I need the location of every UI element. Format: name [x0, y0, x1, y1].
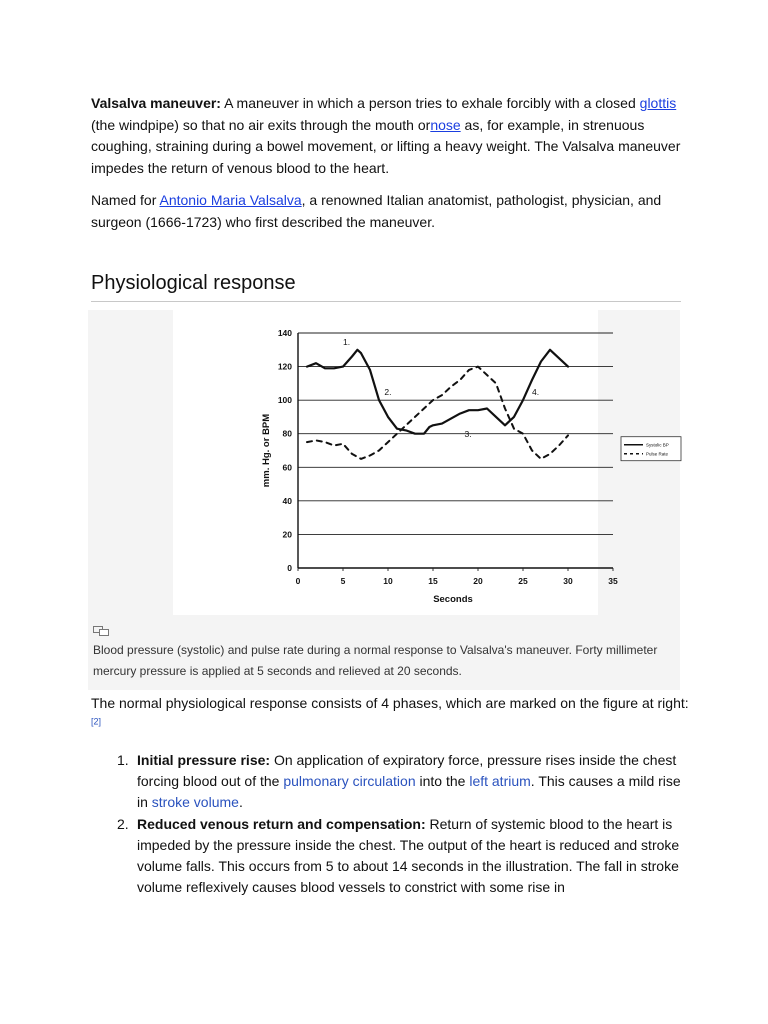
x-tick-label: 30: [563, 576, 573, 586]
link-left-atrium[interactable]: left atrium: [469, 773, 531, 789]
legend-box: [621, 437, 681, 461]
link-glottis[interactable]: glottis: [639, 95, 677, 111]
x-tick-label: 5: [340, 576, 346, 586]
link-stroke-volume[interactable]: stroke volume: [151, 794, 239, 810]
intro-paragraph: [91, 93, 691, 179]
phase-annotation: 2.: [384, 387, 392, 398]
phase-list: [91, 750, 681, 899]
legend-label: Pulse Rate: [646, 451, 669, 457]
x-tick-label: 10: [383, 576, 393, 586]
intro-text-2: (the windpipe) so that no air exits through the mouth or: [91, 116, 431, 133]
phase-title: Initial pressure rise:: [137, 752, 271, 768]
phase-text: Return of systemic blood to the heart is impeded by the pressure inside the chest. The output of the heart is reduced and stroke volume falls. This occurs from 5 to about 14 seconds in the illustration. The fall in stroke volume reflexively causes blood vessels to constrict with some rise in: [137, 816, 680, 895]
phase-text: .: [238, 794, 243, 810]
item-number: 1.: [117, 752, 129, 768]
intro-text-1: A maneuver in which a person tries to exhale forcibly with a closed: [220, 95, 640, 111]
y-tick-label: 40: [282, 495, 292, 506]
x-tick-label: 35: [608, 576, 618, 586]
x-tick-label: 20: [473, 576, 483, 586]
y-axis-label: mm. Hg. or BPM: [261, 413, 272, 488]
x-tick-label: 15: [428, 576, 438, 586]
term-valsalva: Valsalva maneuver:: [91, 95, 221, 111]
y-tick-label: 120: [277, 361, 292, 372]
y-tick-label: 140: [277, 328, 292, 338]
phase-text: . This causes a mild rise in: [137, 773, 681, 810]
phase-title: Reduced venous return and compensation:: [137, 816, 426, 832]
y-tick-label: 100: [277, 395, 292, 406]
enlarge-icon[interactable]: [93, 626, 109, 636]
x-tick-label: 0: [295, 576, 301, 586]
valsalva-chart: [173, 310, 669, 615]
chart-background: [173, 310, 598, 615]
ref-link[interactable]: [2]: [91, 715, 102, 726]
y-tick-label: 60: [282, 462, 292, 473]
item-number: 2.: [117, 816, 129, 832]
y-tick-label: 80: [282, 428, 292, 439]
named-paragraph: [91, 190, 691, 233]
x-axis-label: Seconds: [433, 594, 473, 605]
heading-divider: [91, 301, 681, 302]
phase-text: into the: [415, 773, 470, 789]
phase-annotation: 1.: [343, 336, 351, 347]
phase-annotation: 3.: [464, 429, 472, 440]
legend-label: Systolic BP: [646, 442, 669, 448]
named-text-1: Named for: [91, 192, 160, 208]
y-tick-label: 0: [287, 563, 292, 573]
phase-annotation: 4.: [532, 387, 540, 398]
figure-caption: Blood pressure (systolic) and pulse rate during a normal response to Valsalva's maneuver. Forty millimeter mercury pressure is applied at 5 seconds and relieved at 20 seconds.: [93, 643, 658, 678]
y-tick-label: 20: [282, 529, 292, 540]
list-item: [91, 814, 681, 898]
phase-text: On application of expiratory force, pressure rises inside the chest forcing blood out of the: [137, 752, 677, 789]
section-heading: Physiological response: [91, 272, 296, 294]
list-item: [91, 750, 681, 813]
figure: [88, 310, 680, 690]
link-pulmonary-circulation[interactable]: pulmonary circulation: [283, 773, 416, 789]
named-text-2: , a renowned Italian anatomist, pathologist, physician, and surgeon (1666-1723) who first described the maneuver.: [91, 192, 662, 230]
link-valsalva[interactable]: Antonio Maria Valsalva: [159, 192, 302, 208]
intro-text-3: as, for example, in strenuous coughing, straining during a bowel movement, or lifting a heavy weight. The Valsalva maneuver impedes the return of venous blood to the heart.: [91, 116, 681, 176]
link-nose[interactable]: nose: [430, 116, 461, 133]
x-tick-label: 25: [518, 576, 528, 586]
phases-intro: [91, 693, 691, 736]
phases-intro-text: The normal physiological response consists of 4 phases, which are marked on the figure at right:: [91, 695, 689, 711]
